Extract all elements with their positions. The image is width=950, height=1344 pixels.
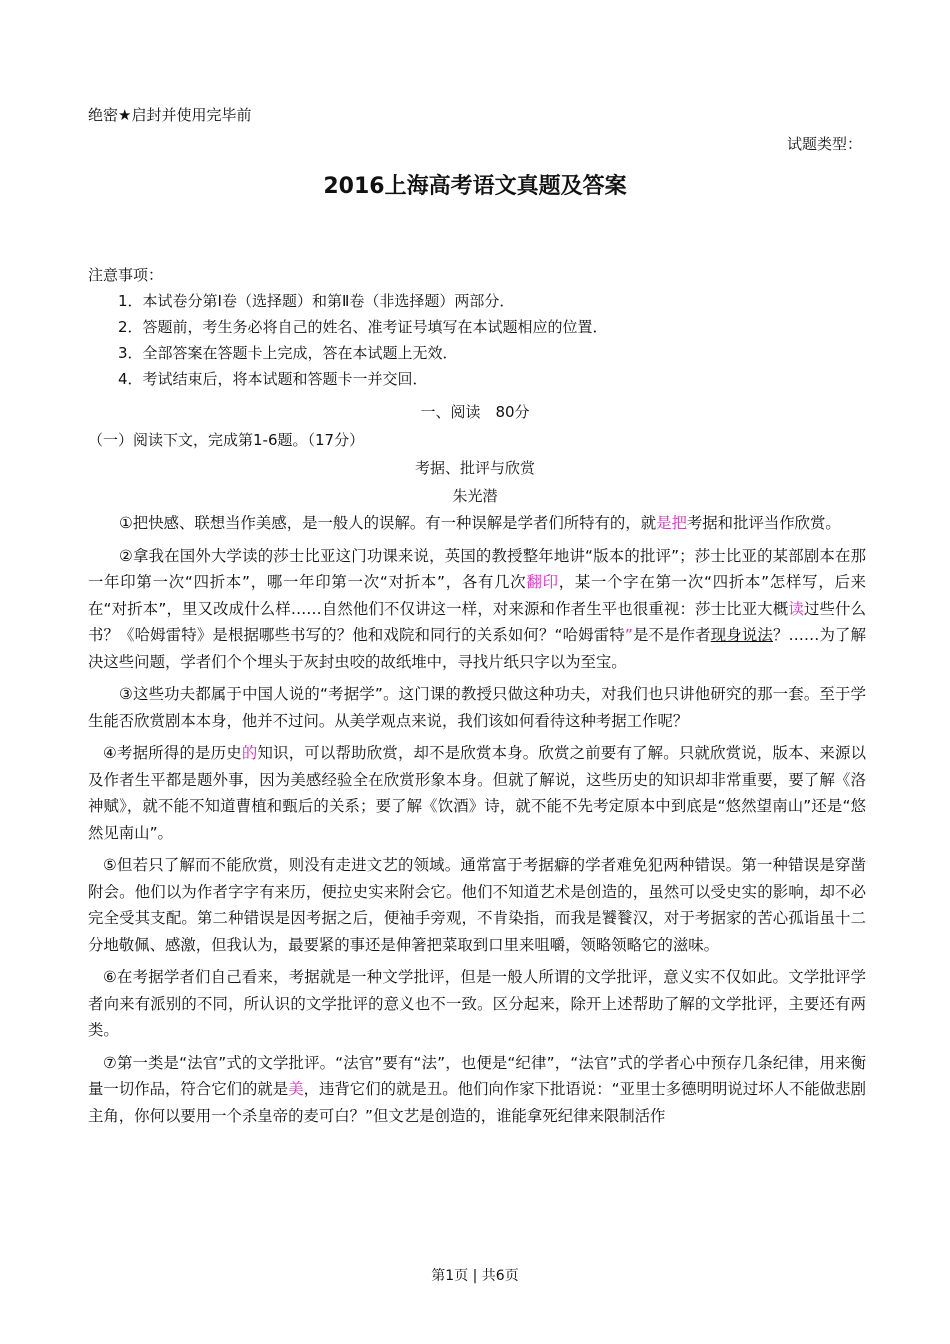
text-run: ④考据所得的是历史 [103, 744, 242, 762]
page-footer: 第1页 | 共6页 [431, 1268, 519, 1284]
text-run: ，违背它们的就是丑。他们向作家下批语说：“亚里士多德明明说过坏人不能做悲剧主角，你何以要用一个杀皇帝的麦可白？”但文艺是创造的，谁能拿死纪律来限制活作 [88, 1080, 866, 1125]
secret-mark: 绝密★启封并使用完毕前 [88, 106, 252, 124]
notes-item: 3．全部答案在答题卡上完成，答在本试题上无效． [118, 344, 458, 362]
notes-item: 2．答题前，考生务必将自己的姓名、准考证号填写在本试题相应的位置． [118, 318, 608, 336]
notes-item: 1．本试卷分第Ⅰ卷（选择题）和第Ⅱ卷（非选择题）两部分． [118, 292, 515, 310]
text-run: ，某一个字在第一次“四折本”怎样写，后来在“对折本”，里又改成什么样……自然他们不仅讲这一样，对来源和作者生平也很重视：莎士比亚大概 [88, 573, 866, 618]
paragraph-7 [88, 1050, 866, 1130]
highlight-run: 读 [788, 599, 804, 618]
highlight-run: 的 [241, 744, 258, 762]
text-run: ②拿我在国外大学读的莎士比亚这门功课来说，英国的教授整年地讲“版本的批评”；莎士比亚的某部剧本在那一年印第一次“四折本”，哪一年印第一次“对折本”，各有几次 [88, 546, 866, 591]
text-run: ①把快感、联想当作美感，是一般人的误解。有一种误解是学者们所特有的，就 [119, 514, 657, 532]
notes-heading: 注意事项： [88, 266, 164, 284]
text-run: 过些什么书？《哈姆雷特》是根据哪些书写的？他和戏院和同行的关系如何？“哈姆雷特 [88, 599, 866, 644]
notes-item: 4．考试结束后，将本试题和答题卡一并交回． [118, 370, 428, 388]
paragraph-3: ③这些功夫都属于中国人说的“考据学”。这门课的教授只做这种功夫，对我们也只讲他研究的那一套。至于学生能否欣赏剧本本身，他并不过问。从美学观点来说，我们该如何看待这种考据工作呢？ [88, 685, 866, 730]
highlight-run: 是把 [656, 514, 687, 532]
paragraph-6: ⑥在考据学者们自己看来，考据就是一种文学批评，但是一般人所谓的文学批评，意义实不仅如此。文学批评学者向来有派别的不同，所认识的文学批评的意义也不一致。区分起来，除开上述帮助了解的文学批评，主要还有两类。 [88, 968, 866, 1039]
text-run: 是不是作者 [632, 626, 711, 644]
paragraph-4 [88, 740, 866, 846]
highlight-run: ” [624, 626, 633, 644]
underlined-run: 现身说法 [710, 626, 773, 644]
text-run: 知识，可以帮助欣赏，却不是欣赏本身。欣赏之前要有了解。只就欣赏说，版本、来源以及作者生平都是题外事，因为美感经验全在欣赏形象本身。但就了解说，这些历史的知识却非常重要，要了解《洛神赋》，就不能不知道曹植和甄后的关系；要了解《饮酒》诗，就不能不先考定原本中到底是“悠然望南山”还是“悠然见南山”。 [88, 744, 866, 842]
text-run: ？……为了解决这些问题，学者们个个埋头于灰封虫咬的故纸堆中，寻找片纸只字以为至宝。 [88, 626, 866, 671]
paragraph-2 [88, 543, 866, 676]
article-title: 考据、批评与欣赏 [414, 459, 535, 477]
article-author: 朱光潜 [452, 487, 498, 505]
notes-block [88, 262, 868, 392]
text-run: ⑦第一类是“法官”式的文学批评。“法官”要有“法”，也便是“纪律”，“法官”式的学者心中预存几条纪律，用来衡量一切作品，符合它们的就是 [88, 1053, 866, 1098]
paragraph-5: ⑤但若只了解而不能欣赏，则没有走进文艺的领域。通常富于考据癖的学者难免犯两种错误。第一种错误是穿凿附会。他们以为作者字字有来历，便拉史实来附会它。他们不知道艺术是创造的，虽然可以受史实的影响，却不必完全受其支配。第二种错误是因考据之后，便袖手旁观，不肯染指，而我是饕餮汉，对于考据家的苦心孤诣虽十二分地敬佩、感激，但我认为，最要紧的事还是伸箸把菜取到口里来咀嚼，领略领略它的滋味。 [88, 856, 866, 954]
paragraph-1 [88, 510, 866, 537]
highlight-run: 翻印 [526, 573, 559, 591]
sub-heading: （一）阅读下文，完成第1-6题。（17分） [88, 431, 365, 449]
text-run: 考据和批评当作欣赏。 [686, 514, 841, 532]
article-body [88, 510, 866, 1135]
highlight-run: 美 [288, 1080, 304, 1098]
section-heading: 一、阅读 80分 [420, 403, 530, 421]
question-type-label: 试题类型： [786, 135, 862, 153]
page-title: 2016上海高考语文真题及答案 [323, 174, 627, 199]
